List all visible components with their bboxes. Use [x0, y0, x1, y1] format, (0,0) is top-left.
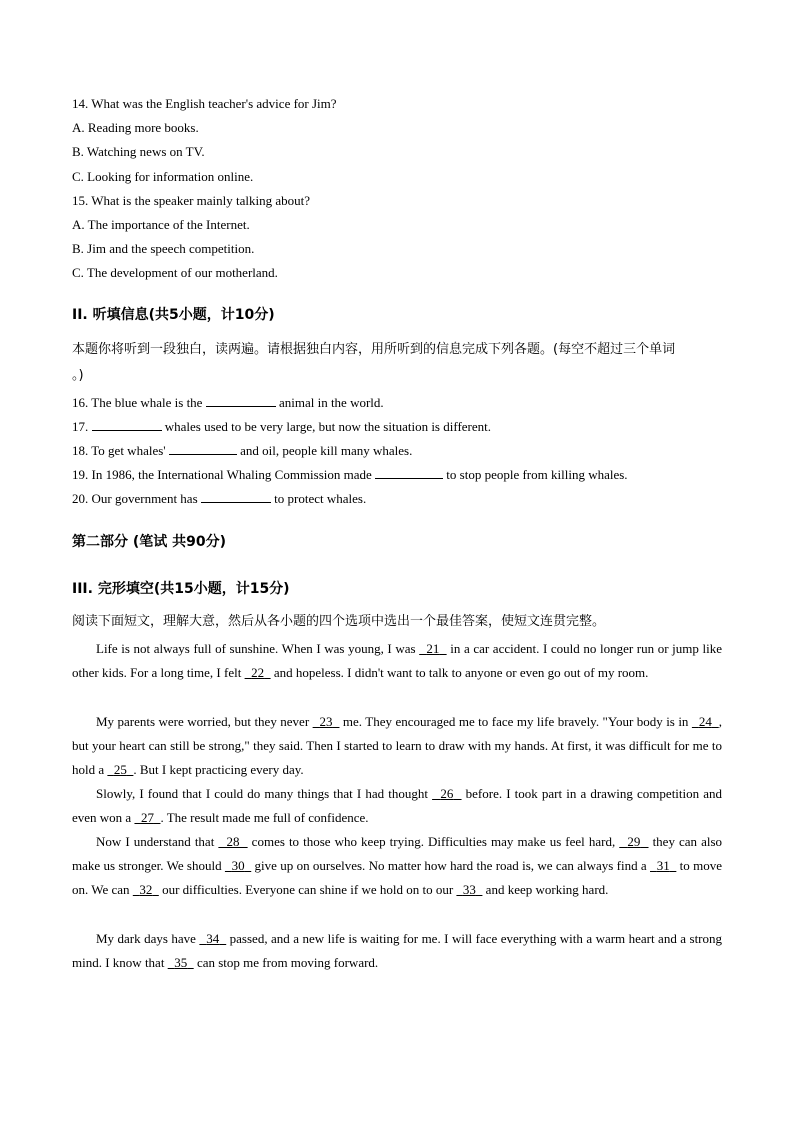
answer-blank-16[interactable]: [206, 395, 276, 407]
question-16-post: animal in the world.: [275, 395, 384, 410]
question-17: [72, 419, 491, 435]
cloze-blank-21[interactable]: 21: [426, 641, 440, 656]
question-20-pre: 20. Our government has: [72, 491, 201, 506]
answer-blank-17[interactable]: [92, 419, 162, 431]
question-15-option-a: A. The importance of the Internet.: [72, 217, 250, 232]
question-16-pre: 16. The blue whale is the: [72, 395, 206, 410]
cloze-paragraph-3: Slowly, I found that I could do many things that I had thought 26 before. I took part in a drawing competition and even won a 27 . The result made me full of confidence.: [72, 786, 723, 826]
section-2-instruction-line2: 。): [72, 368, 84, 383]
cloze-blank-22[interactable]: 22: [251, 665, 265, 681]
question-19-post: to stop people from killing whales.: [443, 467, 628, 482]
cloze-blank-35[interactable]: 35: [174, 955, 188, 971]
cloze-paragraph-4: Now I understand that 28 comes to those who keep trying. Difficulties may make us feel hard, 29 they can also make us stronger. We should 30 give up on ourselves. No matter how hard the road is, we can always find a 31 to move on. We can 32 our difficulties. Everyone can shine if we hold on to our 33 and keep working hard.: [72, 834, 723, 898]
question-19: [72, 467, 628, 483]
question-16: [72, 395, 384, 411]
cloze-blank-30[interactable]: 30: [231, 858, 245, 874]
cloze-paragraph-2: My parents were worried, but they never 23 me. They encouraged me to face my life bravely. "Your body is in 24 , but your heart can still be strong," they said. Then I started to learn to draw with my hands. At first, it was difficult for me to hold a 25 . But I kept practicing every day.: [72, 714, 722, 778]
cloze-blank-25[interactable]: 25: [113, 762, 127, 778]
section-3-title: III. 完形填空(共15小题，计15分): [72, 581, 290, 597]
question-18-post: and oil, people kill many whales.: [236, 443, 413, 458]
answer-blank-18[interactable]: [169, 443, 237, 455]
part-2-title: 第二部分 (笔试 共90分): [72, 534, 227, 550]
question-14-option-b: B. Watching news on TV.: [72, 144, 205, 159]
cloze-blank-33[interactable]: 33: [462, 882, 476, 898]
question-20-post: to protect whales.: [270, 491, 367, 506]
question-14-option-a: A. Reading more books.: [72, 120, 199, 135]
question-18: [72, 443, 412, 459]
cloze-blank-23[interactable]: 23: [319, 714, 333, 729]
cloze-blank-26[interactable]: 26: [440, 786, 454, 801]
cloze-blank-28[interactable]: 28: [226, 834, 240, 849]
question-15-stem: 15. What is the speaker mainly talking about?: [72, 193, 311, 208]
question-15-option-b: B. Jim and the speech competition.: [72, 241, 255, 256]
question-15-option-c: C. The development of our motherland.: [72, 265, 278, 280]
question-17-post: whales used to be very large, but now the situation is different.: [161, 419, 492, 434]
section-2-instruction-line1: 本题你将听到一段独白，读两遍。请根据独白内容，用所听到的信息完成下列各题。(每空不超过三个单词: [72, 342, 676, 357]
question-14-stem: 14. What was the English teacher's advice for Jim?: [72, 96, 337, 111]
question-19-pre: 19. In 1986, the International Whaling Commission made: [72, 467, 376, 482]
cloze-blank-29[interactable]: 29: [627, 834, 641, 849]
cloze-paragraph-5: My dark days have 34 passed, and a new life is waiting for me. I will face everything with a warm heart and a strong mind. I know that 35 can stop me from moving forward.: [72, 931, 723, 971]
cloze-blank-27[interactable]: 27: [140, 810, 154, 826]
answer-blank-20[interactable]: [201, 491, 271, 503]
cloze-blank-24[interactable]: 24: [698, 714, 712, 729]
cloze-blank-31[interactable]: 31: [656, 858, 670, 874]
section-3-instruction: 阅读下面短文，理解大意，然后从各小题的四个选项中选出一个最佳答案，使短文连贯完整。: [72, 614, 606, 629]
cloze-blank-34[interactable]: 34: [206, 931, 220, 946]
cloze-blank-32[interactable]: 32: [139, 882, 153, 898]
question-20: [72, 491, 366, 507]
question-14-option-c: C. Looking for information online.: [72, 169, 254, 184]
cloze-paragraph-1: Life is not always full of sunshine. When I was young, I was 21 in a car accident. I could no longer run or jump like other kids. For a long time, I felt 22 and hopeless. I didn't want to talk to anyone or even go out of my room.: [72, 641, 722, 681]
answer-blank-19[interactable]: [375, 467, 443, 479]
section-2-title: II. 听填信息(共5小题，计10分): [72, 307, 275, 323]
question-18-pre: 18. To get whales': [72, 443, 169, 458]
question-17-pre: 17.: [72, 419, 92, 434]
